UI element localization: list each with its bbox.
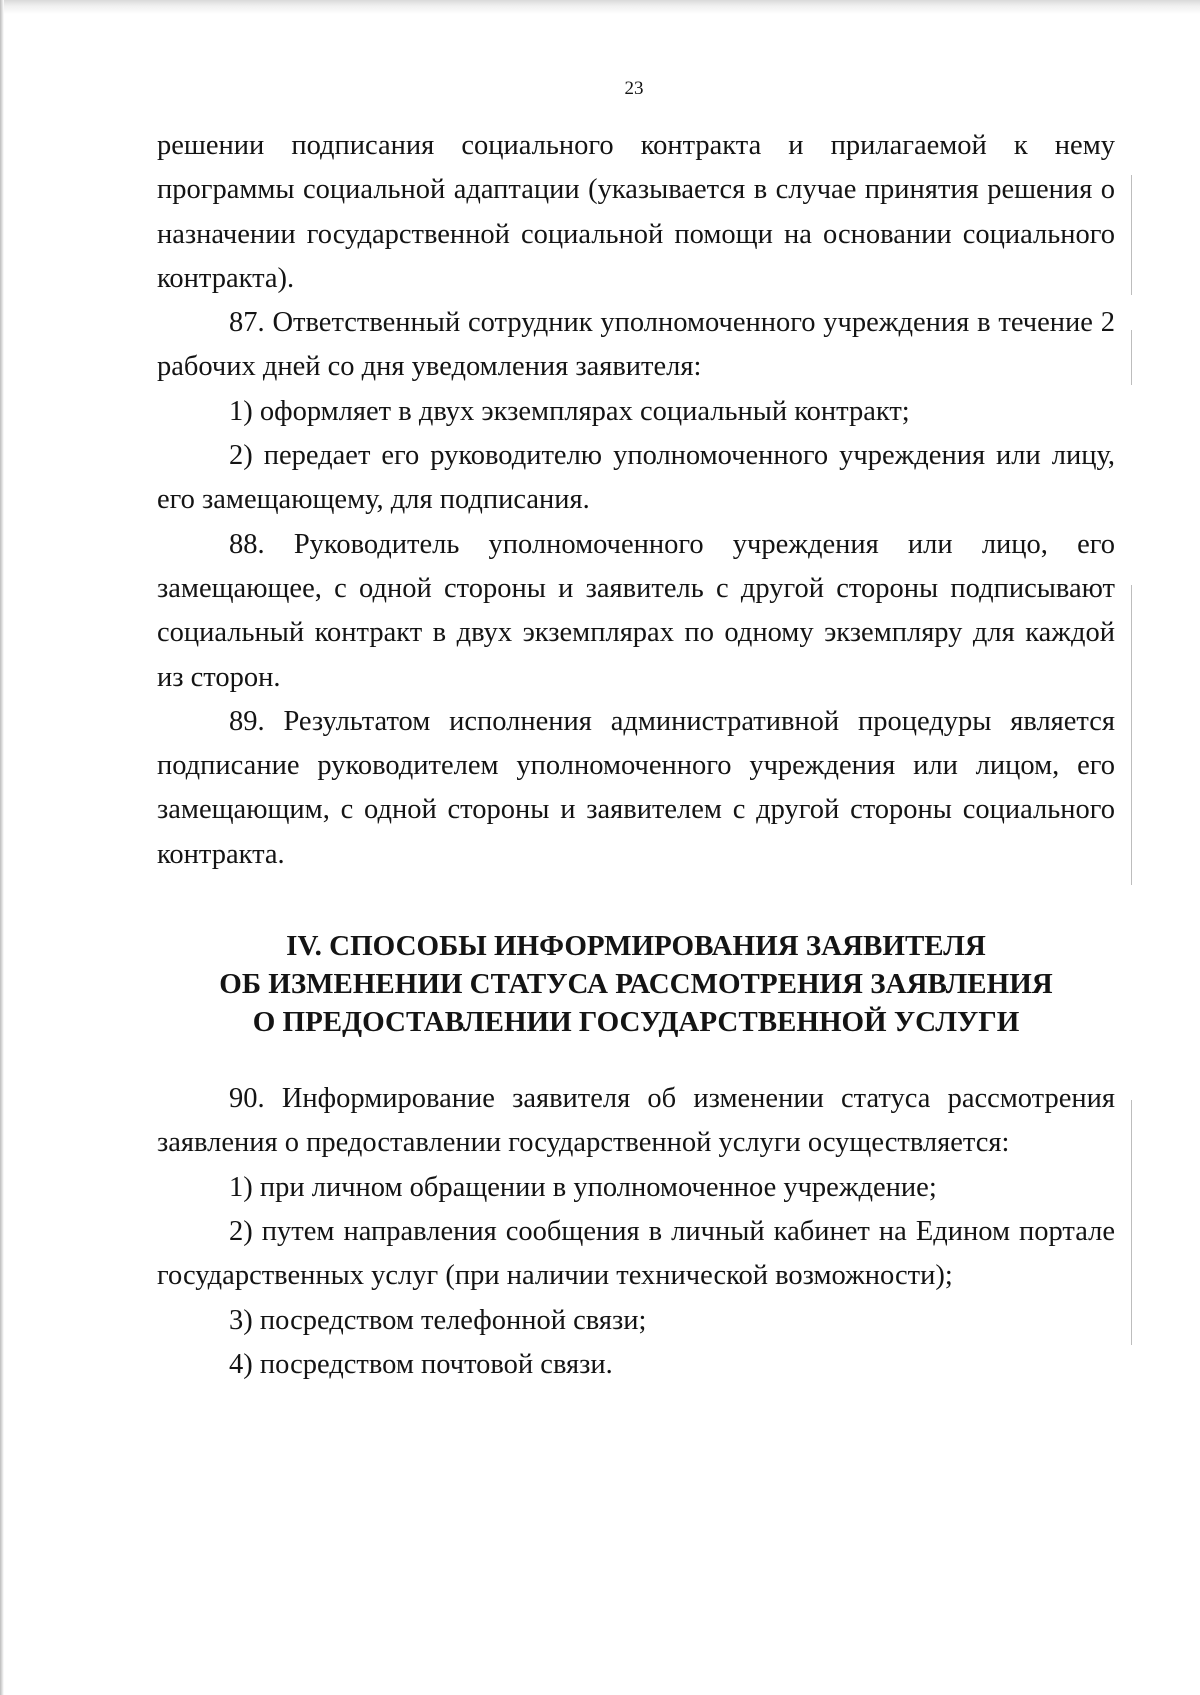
paragraph-90: 90. Информирование заявителя об изменении статуса рассмотрения заявления о предоставлении государственной услуги осуществляется:: [157, 1083, 1115, 1159]
page-number: 23: [624, 78, 644, 99]
list-item-87-2: 2) передает его руководителю уполномоченного учреждения или лицу, его замещающему, для подписания.: [157, 440, 1115, 516]
scan-margin-line: [1131, 1100, 1132, 1345]
paragraph-88: 88. Руководитель уполномоченного учреждения или лицо, его замещающее, с одной стороны и заявитель с другой стороны подписывают социальный контракт в двух экземплярах по одному экземпляру для каждой из сторон.: [157, 528, 1115, 693]
section-heading-line: IV. СПОСОБЫ ИНФОРМИРОВАНИЯ ЗАЯВИТЕЛЯ: [286, 930, 986, 963]
section-heading: [157, 927, 1115, 1041]
document-body: [157, 124, 1115, 1387]
list-item-90-1: 1) при личном обращении в уполномоченное учреждение;: [229, 1171, 937, 1203]
paragraph-continuation: решении подписания социального контракта и прилагаемой к нему программы социальной адаптации (указывается в случае принятия решения о назначении государственной социальной помощи на основании социального контракта).: [157, 130, 1115, 294]
section-heading-line: О ПРЕДОСТАВЛЕНИИ ГОСУДАРСТВЕННОЙ УСЛУГИ: [252, 1006, 1020, 1039]
scan-shadow-left: [0, 0, 4, 1695]
scan-margin-line: [1131, 175, 1132, 295]
list-item-90-4: 4) посредством почтовой связи.: [229, 1348, 613, 1380]
paragraph-87: 87. Ответственный сотрудник уполномоченного учреждения в течение 2 рабочих дней со дня уведомления заявителя:: [157, 307, 1115, 383]
list-item-87-1: 1) оформляет в двух экземплярах социальный контракт;: [229, 395, 910, 427]
scan-margin-line: [1131, 330, 1132, 385]
list-item-90-3: 3) посредством телефонной связи;: [229, 1304, 647, 1336]
list-item-90-2: 2) путем направления сообщения в личный кабинет на Едином портале государственных услуг (при наличии технической возможности);: [157, 1215, 1115, 1292]
scan-margin-line: [1131, 585, 1132, 885]
scan-shadow-top: [0, 0, 1200, 14]
section-heading-line: ОБ ИЗМЕНЕНИИ СТАТУСА РАССМОТРЕНИЯ ЗАЯВЛЕНИЯ: [219, 968, 1053, 1001]
paragraph-89: 89. Результатом исполнения административной процедуры является подписание руководителем уполномоченного учреждения или лицом, его замещающим, с одной стороны и заявителем с другой стороны социального контракта.: [157, 705, 1115, 870]
